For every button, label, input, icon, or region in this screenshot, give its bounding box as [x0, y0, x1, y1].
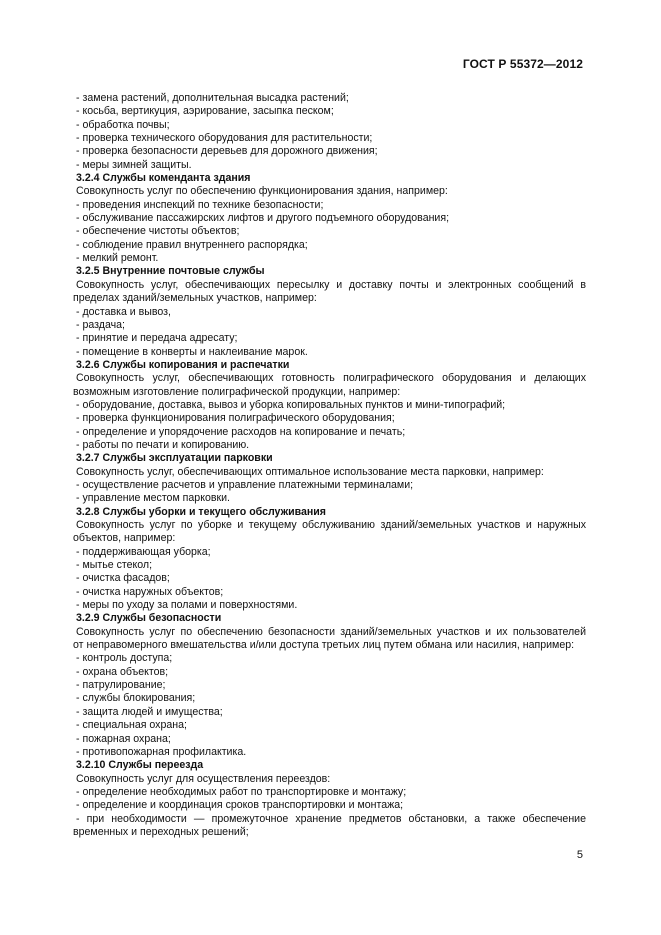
list-item: - управление местом парковки.: [76, 492, 230, 505]
list-item: - обработка почвы;: [76, 118, 170, 131]
list-item: - службы блокирования;: [76, 692, 196, 705]
list-item: - мытье стекол;: [76, 559, 153, 572]
list-item: - проверка безопасности деревьев для дорожного движения;: [76, 145, 378, 158]
list-item: - помещение в конверты и наклеивание марок.: [76, 345, 308, 358]
list-item: - определение и упорядочение расходов на копирование и печать;: [76, 425, 406, 438]
list-item: - доставка и вывоз,: [76, 305, 171, 318]
list-item: - очистка фасадов;: [76, 572, 170, 585]
list-item: - проверка функционирования полиграфического оборудования;: [76, 412, 395, 425]
list-item: - обеспечение чистоты объектов;: [76, 225, 240, 238]
section-intro-continuation: возможным изготовление полиграфической продукции, например:: [73, 385, 401, 398]
list-item: - при необходимости — промежуточное хранение предметов обстановки, а также обеспечение: [76, 812, 586, 825]
list-item: - специальная охрана;: [76, 719, 187, 732]
list-item: - охрана объектов;: [76, 665, 169, 678]
list-item: - пожарная охрана;: [76, 732, 171, 745]
list-item: - определение необходимых работ по транспортировке и монтажу;: [76, 785, 407, 798]
standard-number: ГОСТ Р 55372—2012: [462, 57, 583, 71]
list-item: - очистка наружных объектов;: [76, 585, 224, 598]
section-heading-3-2-6: 3.2.6 Службы копирования и распечатки: [76, 358, 290, 371]
list-item: - осуществление расчетов и управление платежными терминалами;: [76, 478, 414, 491]
list-item: - контроль доступа;: [76, 652, 173, 665]
section-intro-continuation: объектов, например:: [73, 532, 176, 545]
list-item-continuation: временных и переходных решений;: [73, 825, 249, 838]
list-item: - оборудование, доставка, вывоз и уборка копировальных пунктов и мини-типографий;: [76, 398, 506, 411]
list-item: - проведения инспекций по технике безопасности;: [76, 198, 324, 211]
list-item: - определение и координация сроков транспортировки и монтажа;: [76, 799, 404, 812]
list-item: - противопожарная профилактика.: [76, 745, 247, 758]
page-body: [74, 92, 586, 839]
list-item: - меры по уходу за полами и поверхностями.: [76, 599, 298, 612]
list-item: - принятие и передача адресату;: [76, 332, 238, 345]
section-heading-3-2-9: 3.2.9 Службы безопасности: [76, 612, 222, 625]
list-item: - поддерживающая уборка;: [76, 545, 211, 558]
list-item: - проверка технического оборудования для растительности;: [76, 132, 373, 145]
section-intro-continuation: от неправомерного вмешательства и/или доступа третьих лиц путем обмана или насилия, например:: [73, 639, 575, 652]
list-item: - работы по печати и копированию.: [76, 438, 250, 451]
list-item: - косьба, вертикуция, аэрирование, засыпка песком;: [76, 105, 334, 118]
section-intro-continuation: пределах зданий/земельных участков, например:: [73, 292, 317, 305]
section-heading-3-2-4: 3.2.4 Службы коменданта здания: [76, 172, 251, 185]
section-intro: Совокупность услуг по уборке и текущему обслуживанию зданий/земельных участков и наружных: [76, 519, 586, 531]
list-item: - соблюдение правил внутреннего распорядка;: [76, 238, 308, 251]
page-number: 5: [576, 849, 583, 861]
list-item: - замена растений, дополнительная высадка растений;: [76, 92, 349, 104]
section-intro: Совокупность услуг по обеспечению безопасности зданий/земельных участков и их пользователей: [76, 625, 586, 638]
section-intro: Совокупность услуг по обеспечению функционирования здания, например:: [76, 185, 448, 198]
list-item: - мелкий ремонт.: [76, 252, 159, 265]
section-intro: Совокупность услуг, обеспечивающих пересылку и доставку почты и электронных сообщений в: [76, 278, 586, 291]
list-item: - защита людей и имущества;: [76, 705, 223, 718]
list-item: - патрулирование;: [76, 679, 166, 692]
list-item: - раздача;: [76, 318, 125, 331]
section-intro: Совокупность услуг, обеспечивающих оптимальное использование места парковки, например:: [76, 465, 544, 478]
section-intro: Совокупность услуг, обеспечивающих готовность полиграфического оборудования и делающих: [76, 372, 586, 385]
section-heading-3-2-10: 3.2.10 Службы переезда: [76, 759, 204, 772]
section-heading-3-2-7: 3.2.7 Службы эксплуатации парковки: [76, 452, 273, 465]
list-item: - меры зимней защиты.: [76, 158, 192, 171]
section-intro: Совокупность услуг для осуществления переездов:: [76, 772, 331, 785]
list-item: - обслуживание пассажирских лифтов и другого подъемного оборудования;: [76, 212, 450, 225]
section-heading-3-2-8: 3.2.8 Службы уборки и текущего обслуживания: [76, 505, 326, 518]
section-heading-3-2-5: 3.2.5 Внутренние почтовые службы: [76, 265, 265, 278]
